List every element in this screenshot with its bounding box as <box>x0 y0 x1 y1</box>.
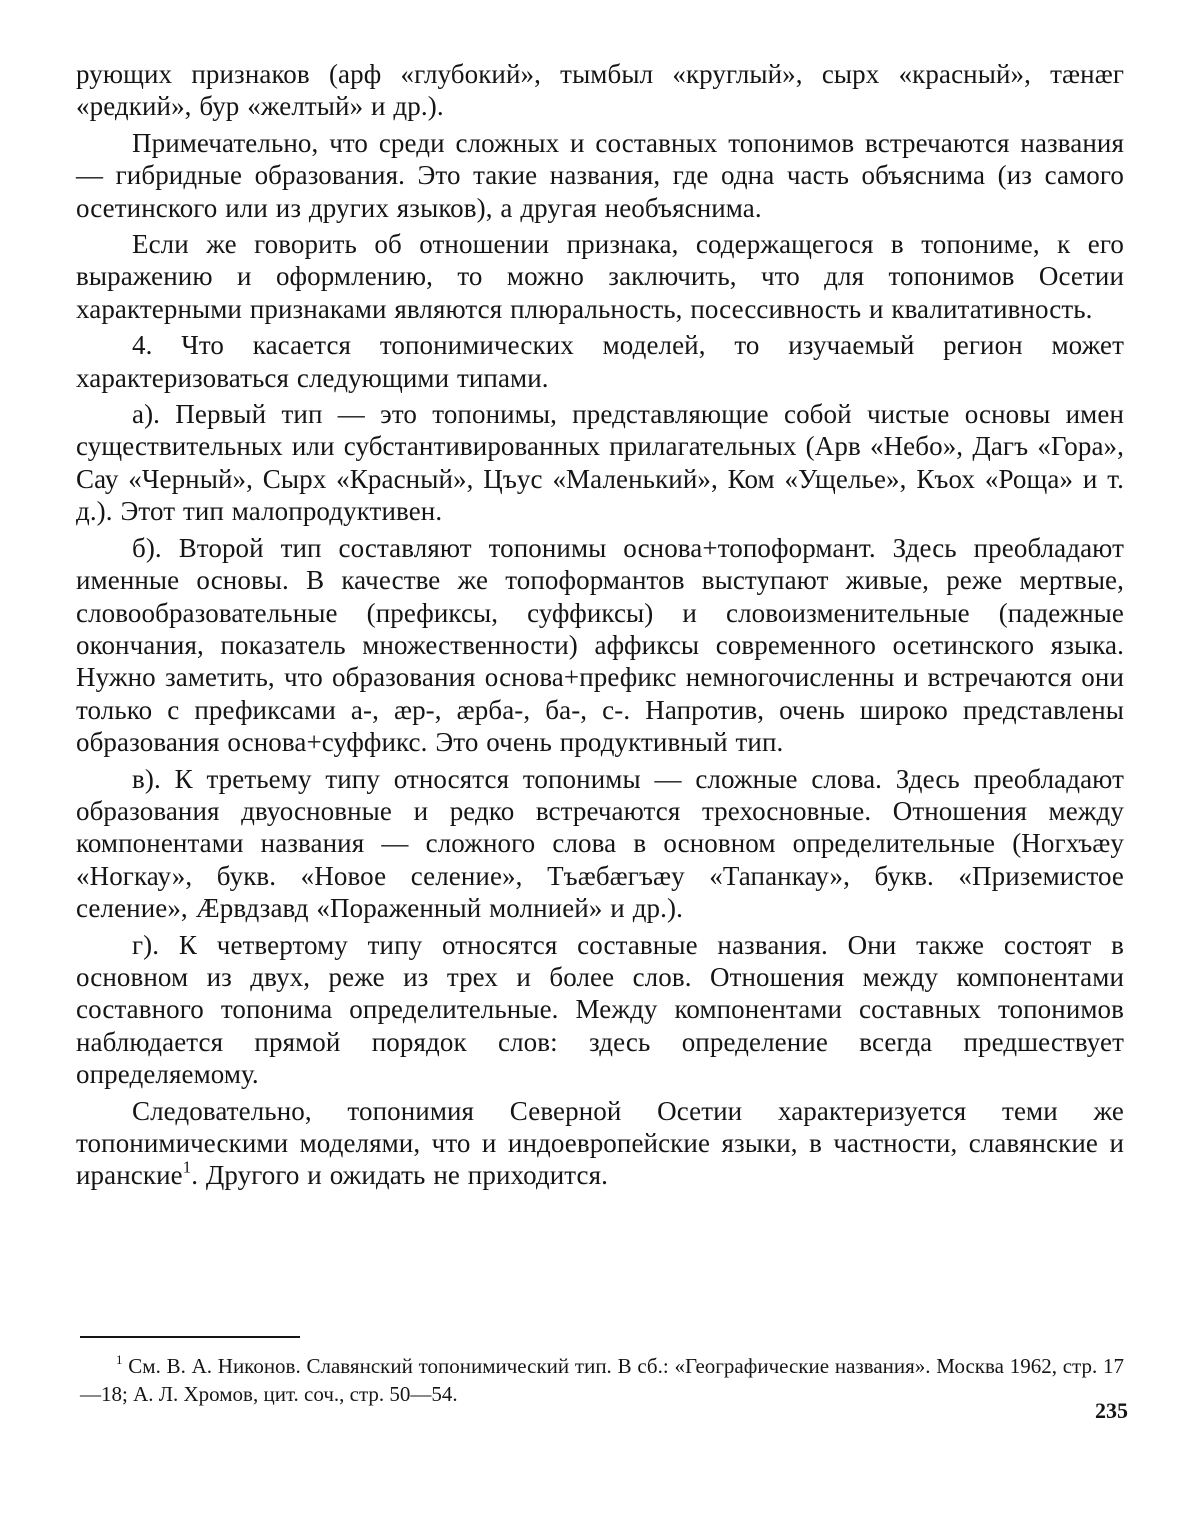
paragraph-conclusion <box>76 1095 1124 1192</box>
footnote-reference: 1 <box>182 1157 192 1177</box>
paragraph-type-a: а). Первый тип — это топонимы, представляющие собой чистые основы имен существительных или субстантивированных прилагательных (Арв «Небо», Дагъ «Гора», Сау «Черный», Сырх «Красный», Цъус «Маленький», Ком «Ущелье», Къох «Роща» и т. д.). Этот тип малопродуктивен. <box>76 399 1124 527</box>
footnote-divider <box>80 1336 300 1338</box>
conclusion-text: Следовательно, топонимия Северной Осетии характеризуется теми же топонимическими моделями, что и индоевропейские языки, в частности, славянские и иранские <box>76 1095 1124 1191</box>
footnote-text: См. В. А. Никонов. Славянский топонимический тип. В сб.: «Географические названия». Москва 1962, стр. 17—18; А. Л. Хромов, цит. соч., стр. 50—54. <box>80 1354 1124 1406</box>
paragraph-features: Если же говорить об отношении признака, содержащегося в топониме, к его выражению и оформлению, то можно заключить, что для топонимов Осетии характерными признаками являются плюральность, посессивность и квалитативность. <box>76 229 1124 324</box>
paragraph-models-intro: 4. Что касается топонимических моделей, то изучаемый регион может характеризоваться следующими типами. <box>76 330 1124 393</box>
body-text <box>76 58 1124 1192</box>
paragraph-continuation: рующих признаков (арф «глубокий», тымбыл «круглый», сырх «красный», тæнæг «редкий», бур «желтый» и др.). <box>76 59 1124 122</box>
paragraph-type-v: в). К третьему типу относятся топонимы — сложные слова. Здесь преобладают образования двуосновные и редко встречаются трехосновные. Отношения между компонентами названия — сложного слова в основном определительные (Ногхъæу «Ногкау», букв. «Новое селение», Тъæбæгъæу «Тапанкау», букв. «Приземистое селение», Æрвдзавд «Пораженный молнией» и др.). <box>76 763 1124 924</box>
paragraph-hybrid-names: Примечательно, что среди сложных и составных топонимов встречаются названия — гибридные образования. Это такие названия, где одна часть объяснима (из самого осетинского или из других языков), а другая необъяснима. <box>76 127 1124 223</box>
footnote-entry <box>80 1352 1124 1408</box>
footnote <box>80 1352 1124 1408</box>
page-number: 235 <box>1095 1398 1128 1423</box>
paragraph-type-b: б). Второй тип составляют топонимы основа+топоформант. Здесь преобладают именные основы. В качестве же топоформантов выступают живые, реже мертвые, словообразовательные (префиксы, суффиксы) и словоизменительные (падежные окончания, показатель множественности) аффиксы современного осетинского языка. Нужно заметить, что образования основа+префикс немногочисленны и встречаются они только с префиксами а-, æр-, æрба-, ба-, с-. Напротив, очень широко представлены образования основа+суффикс. Это очень продуктивный тип. <box>76 532 1124 758</box>
footnote-marker: 1 <box>116 1351 123 1367</box>
paragraph-type-g: г). К четвертому типу относятся составные названия. Они также состоят в основном из двух, реже из трех и более слов. Отношения между компонентами составного топонима определительные. Между компонентами составных топонимов наблюдается прямой порядок слов: здесь определение всегда предшествует определяемому. <box>76 929 1124 1090</box>
conclusion-text-end: . Другого и ожидать не приходится. <box>191 1160 608 1191</box>
